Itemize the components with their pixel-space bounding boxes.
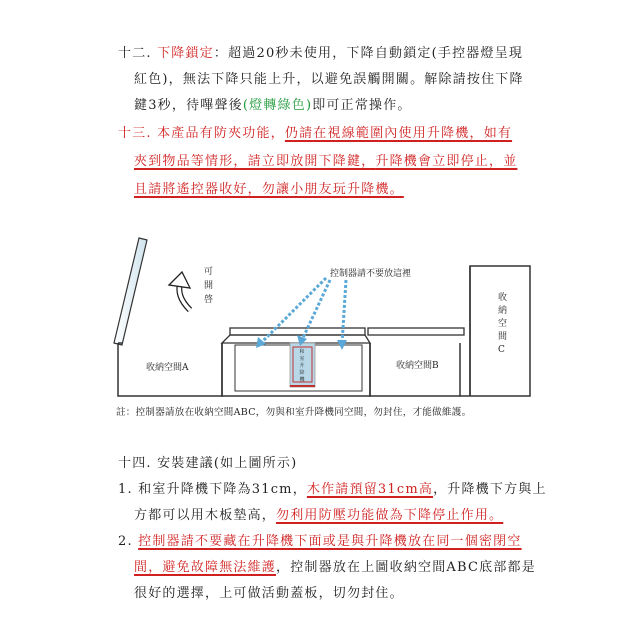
lift-label-2: 室 (299, 356, 305, 362)
section-14-title: 十四. 安裝建議(如上圖所示) (118, 456, 298, 471)
lift-label-4: 降 (299, 370, 305, 376)
section-12-line-2: 紅色)，無法下降只能上升，以避免誤觸開關。解除請按住下降 (134, 72, 524, 87)
section-13-line-3: 且請將遙控器收好，勿讓小朋友玩升降機。 (134, 182, 404, 197)
storage-c-label-4: 間 (498, 332, 508, 342)
openable-label-2: 開 (204, 281, 214, 291)
storage-b-lid (368, 328, 464, 335)
openable-label-3: 啓 (204, 295, 214, 305)
diagram-note: 註：控制器請放在收納空間ABC，勿與和室升降機同空間，勿封住，才能做維護。 (116, 407, 472, 418)
lift-top-panel (230, 328, 365, 335)
openable-lid (114, 238, 147, 345)
storage-b-label: 收納空間B (396, 361, 439, 371)
section-13-prefix: 十三. (118, 126, 152, 141)
lift-label-3: 升 (299, 363, 305, 369)
item-2-line-1: 2. 控制器請不要藏在升降機下面或是與升降機放在同一個密閉空 (118, 534, 522, 549)
storage-a-label: 收納空間A (146, 363, 189, 373)
item-1-line-1: 1. 和室升降機下降為31cm，木作請預留31cm高，升降機下方與上 (118, 482, 547, 497)
section-12-line-1: 十二. 下降鎖定：超過20秒未使用，下降自動鎖定(手控器燈呈現 (118, 46, 524, 61)
section-12-title: 下降鎖定 (157, 46, 214, 61)
item-1-red-warning: 木作請預留31cm高 (306, 482, 434, 497)
item-2-line-3: 很好的選擇，上可做活動蓋板，切勿封住。 (134, 586, 404, 601)
section-12-prefix: 十二. (118, 46, 152, 61)
lift-label-5: 機 (299, 377, 305, 383)
storage-c-label-2: 納 (498, 306, 508, 316)
storage-c-label-1: 收 (498, 293, 508, 303)
section-13-line-1: 十三. 本產品有防夾功能，仍請在視線範圍內使用升降機，如有 (118, 126, 513, 141)
item-1-line-2: 方都可以用木板墊高，勿利用防壓功能做為下降停止作用。 (134, 508, 504, 523)
openable-label-1: 可 (204, 267, 214, 277)
storage-c-label-3: 空 (498, 319, 508, 329)
section-13-line-2: 夾到物品等情形，請立即放開下降鍵，升降機會立即停止，並 (134, 154, 518, 169)
lift-label-1: 和 (299, 349, 305, 355)
storage-c-label-5: C (498, 345, 505, 355)
item-2-line-2: 間，避免故障無法維護，控制器放在上圖收納空間ABC底部都是 (134, 560, 536, 575)
section-12-line-3: 鍵3秒，待嗶聲後(燈轉綠色)即可正常操作。 (134, 98, 412, 113)
controller-warning-label: 控制器請不要放這裡 (330, 269, 412, 279)
green-light-text: (燈轉綠色) (242, 98, 313, 113)
